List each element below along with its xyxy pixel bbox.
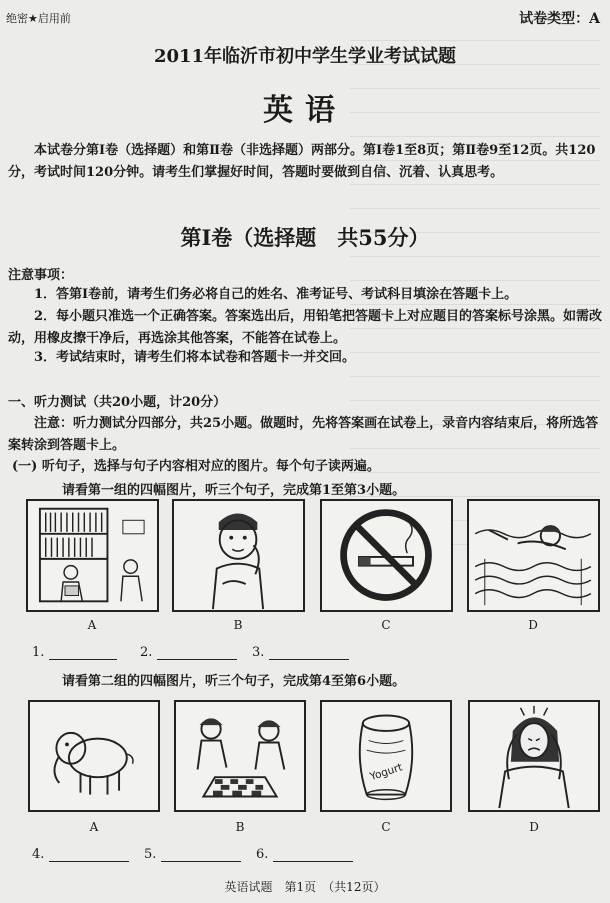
answer-blank-4[interactable] <box>32 847 129 862</box>
answer-blank-3[interactable] <box>252 645 349 660</box>
picture-library-icon <box>26 499 159 612</box>
listening-note: 注意：听力测试分四部分，共25小题。做题时，先将答案画在试卷上，录音内容结束后，将所选答案转涂到答题卡上。 <box>8 416 599 453</box>
answer-number: 4. <box>32 847 45 862</box>
option-label: C <box>381 820 391 834</box>
subject-title: 英语 <box>263 93 347 128</box>
confidential-label: 绝密★启用前 <box>6 12 71 25</box>
paper-type-label: 试卷类型：A <box>519 11 600 27</box>
yogurt-text: Yogurt <box>368 761 405 784</box>
picture-swimming-icon <box>467 499 600 612</box>
picture-girl-headache-icon <box>468 700 600 812</box>
answer-number: 2. <box>140 645 153 660</box>
intro-paragraph: 本试卷分第Ⅰ卷（选择题）和第Ⅱ卷（非选择题）两部分。第Ⅰ卷1至8页；第Ⅱ卷9至12页。共120分，考试时间120分钟。请考生们掌握好时间，答题时要做到自信、沉着、认真思考。 <box>8 143 596 180</box>
note-item: 2．每小题只准选一个正确答案。答案选出后，用铅笔把答题卡上对应题目的答案标号涂黑。如需改动，用橡皮擦干净后，再选涂其他答案，不能答在试卷上。 <box>8 309 603 346</box>
note-item: 1．答第Ⅰ卷前，请考生们务必将自己的姓名、准考证号、考试科目填涂在答题卡上。 <box>34 287 518 302</box>
listening-title: 一、听力测试（共20小题，计20分） <box>8 395 227 410</box>
option-label: B <box>235 820 245 834</box>
option-label: C <box>381 618 391 632</box>
notes-heading: 注意事项： <box>8 268 74 283</box>
answer-number: 5. <box>144 847 157 862</box>
option-label: B <box>233 618 243 632</box>
option-label: A <box>87 618 97 632</box>
answer-blank-1[interactable] <box>32 645 117 660</box>
page-footer: 英语试题 第1页 （共12页） <box>224 880 386 894</box>
answer-number: 6. <box>256 847 269 862</box>
section-title: 第Ⅰ卷（选择题 共55分） <box>180 225 430 250</box>
note-item: 3．考试结束时，请考生们将本试卷和答题卡一并交回。 <box>34 350 356 365</box>
picture-elephant-icon <box>28 700 160 812</box>
option-label: D <box>528 618 538 632</box>
group1-instruction: 请看第一组的四幅图片，听三个句子，完成第1至第3小题。 <box>62 483 406 498</box>
answer-blank-2[interactable] <box>140 645 237 660</box>
answer-blank-5[interactable] <box>144 847 241 862</box>
picture-yogurt-icon <box>320 700 452 812</box>
exam-title: 2011年临沂市初中学生学业考试试题 <box>153 46 457 67</box>
answer-number: 3. <box>252 645 265 660</box>
group2-instruction: 请看第二组的四幅图片，听三个句子，完成第4至第6小题。 <box>62 674 406 689</box>
picture-chess-players-icon <box>174 700 306 812</box>
option-label: D <box>529 820 539 834</box>
answer-blank-6[interactable] <box>256 847 353 862</box>
picture-no-smoking-icon <box>320 499 453 612</box>
picture-boy-toothache-icon <box>172 499 305 612</box>
answer-number: 1. <box>32 645 45 660</box>
listening-subsection: (一) 听句子，选择与句子内容相对应的图片。每个句子读两遍。 <box>12 459 380 474</box>
option-label: A <box>89 820 99 834</box>
